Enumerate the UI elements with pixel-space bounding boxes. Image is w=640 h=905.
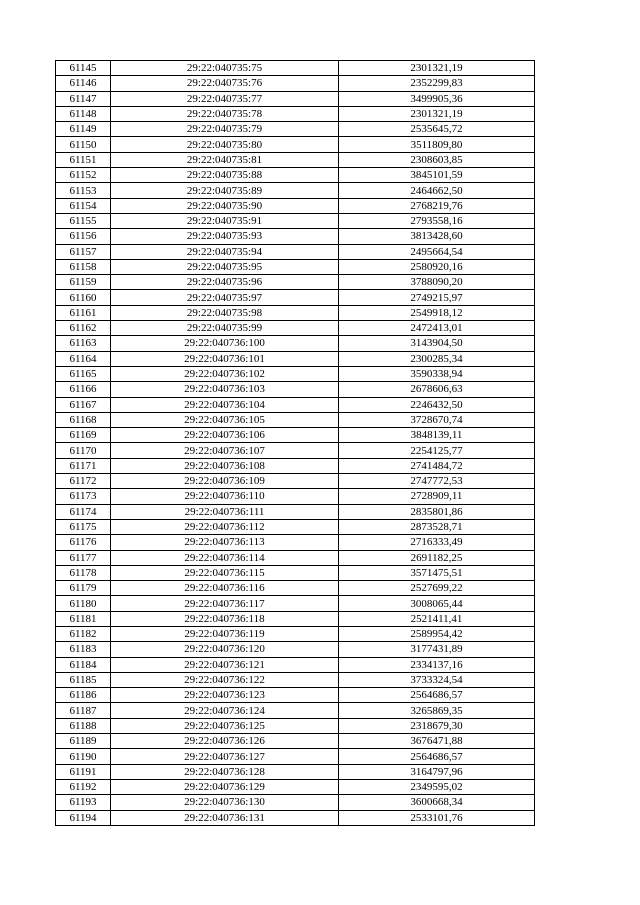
row-number-cell: 61169 [56, 428, 111, 443]
row-number-cell: 61148 [56, 106, 111, 121]
table-row [56, 428, 535, 443]
table-row [56, 137, 535, 152]
cadastral-value-cell: 3499905,36 [339, 91, 535, 106]
row-number-cell: 61184 [56, 657, 111, 672]
cadastral-number-cell: 29:22:040736:125 [111, 718, 339, 733]
cadastral-number-cell: 29:22:040736:113 [111, 535, 339, 550]
table-row [56, 611, 535, 626]
cadastral-number-cell: 29:22:040736:116 [111, 581, 339, 596]
table-row [56, 504, 535, 519]
cadastral-number-cell: 29:22:040736:110 [111, 489, 339, 504]
cadastral-value-cell: 3813428,60 [339, 229, 535, 244]
table-row [56, 229, 535, 244]
cadastral-number-cell: 29:22:040735:75 [111, 61, 339, 76]
row-number-cell: 61159 [56, 275, 111, 290]
table-row [56, 489, 535, 504]
cadastral-number-cell: 29:22:040735:95 [111, 259, 339, 274]
table-row [56, 779, 535, 794]
table-row [56, 244, 535, 259]
row-number-cell: 61152 [56, 168, 111, 183]
cadastral-value-cell: 2793558,16 [339, 213, 535, 228]
cadastral-number-cell: 29:22:040735:78 [111, 106, 339, 121]
table-row [56, 412, 535, 427]
cadastral-value-table [55, 60, 535, 826]
row-number-cell: 61188 [56, 718, 111, 733]
table-row [56, 596, 535, 611]
cadastral-number-cell: 29:22:040736:108 [111, 458, 339, 473]
cadastral-number-cell: 29:22:040735:98 [111, 305, 339, 320]
table-row [56, 106, 535, 121]
table-row [56, 703, 535, 718]
table-row [56, 168, 535, 183]
cadastral-number-cell: 29:22:040736:105 [111, 412, 339, 427]
cadastral-value-cell: 2318679,30 [339, 718, 535, 733]
row-number-cell: 61173 [56, 489, 111, 504]
table-row [56, 321, 535, 336]
row-number-cell: 61181 [56, 611, 111, 626]
cadastral-number-cell: 29:22:040736:101 [111, 351, 339, 366]
cadastral-value-cell: 2334137,16 [339, 657, 535, 672]
cadastral-value-cell: 2472413,01 [339, 321, 535, 336]
table-row [56, 382, 535, 397]
table-row [56, 366, 535, 381]
cadastral-number-cell: 29:22:040735:96 [111, 275, 339, 290]
cadastral-number-cell: 29:22:040736:115 [111, 565, 339, 580]
table-row [56, 688, 535, 703]
table-row [56, 550, 535, 565]
cadastral-number-cell: 29:22:040735:93 [111, 229, 339, 244]
table-row [56, 336, 535, 351]
cadastral-number-cell: 29:22:040736:126 [111, 734, 339, 749]
row-number-cell: 61172 [56, 474, 111, 489]
cadastral-value-cell: 3788090,20 [339, 275, 535, 290]
cadastral-number-cell: 29:22:040736:123 [111, 688, 339, 703]
cadastral-value-cell: 2580920,16 [339, 259, 535, 274]
table-row [56, 76, 535, 91]
table-row [56, 474, 535, 489]
cadastral-number-cell: 29:22:040736:119 [111, 626, 339, 641]
cadastral-number-cell: 29:22:040735:90 [111, 198, 339, 213]
cadastral-number-cell: 29:22:040736:131 [111, 810, 339, 825]
table-row [56, 152, 535, 167]
row-number-cell: 61190 [56, 749, 111, 764]
cadastral-value-cell: 2835801,86 [339, 504, 535, 519]
cadastral-value-cell: 3728670,74 [339, 412, 535, 427]
cadastral-value-cell: 2464662,50 [339, 183, 535, 198]
cadastral-value-cell: 3008065,44 [339, 596, 535, 611]
row-number-cell: 61177 [56, 550, 111, 565]
cadastral-value-cell: 2749215,97 [339, 290, 535, 305]
table-row [56, 734, 535, 749]
row-number-cell: 61192 [56, 779, 111, 794]
cadastral-number-cell: 29:22:040736:130 [111, 795, 339, 810]
table-row [56, 764, 535, 779]
cadastral-number-cell: 29:22:040735:94 [111, 244, 339, 259]
cadastral-value-cell: 3600668,34 [339, 795, 535, 810]
row-number-cell: 61182 [56, 626, 111, 641]
cadastral-value-cell: 2301321,19 [339, 106, 535, 121]
cadastral-value-cell: 2678606,63 [339, 382, 535, 397]
table-row [56, 718, 535, 733]
cadastral-value-cell: 3511809,80 [339, 137, 535, 152]
row-number-cell: 61170 [56, 443, 111, 458]
row-number-cell: 61189 [56, 734, 111, 749]
row-number-cell: 61153 [56, 183, 111, 198]
row-number-cell: 61150 [56, 137, 111, 152]
cadastral-value-cell: 2564686,57 [339, 688, 535, 703]
cadastral-value-cell: 2349595,02 [339, 779, 535, 794]
row-number-cell: 61160 [56, 290, 111, 305]
cadastral-value-cell: 3848139,11 [339, 428, 535, 443]
cadastral-number-cell: 29:22:040736:114 [111, 550, 339, 565]
table-row [56, 657, 535, 672]
table-row [56, 183, 535, 198]
cadastral-number-cell: 29:22:040736:109 [111, 474, 339, 489]
cadastral-number-cell: 29:22:040736:117 [111, 596, 339, 611]
cadastral-value-cell: 3143904,50 [339, 336, 535, 351]
cadastral-value-cell: 2300285,34 [339, 351, 535, 366]
row-number-cell: 61175 [56, 519, 111, 534]
cadastral-number-cell: 29:22:040736:106 [111, 428, 339, 443]
row-number-cell: 61157 [56, 244, 111, 259]
table-row [56, 672, 535, 687]
cadastral-number-cell: 29:22:040736:122 [111, 672, 339, 687]
cadastral-value-cell: 2254125,77 [339, 443, 535, 458]
row-number-cell: 61168 [56, 412, 111, 427]
cadastral-value-cell: 2246432,50 [339, 397, 535, 412]
row-number-cell: 61176 [56, 535, 111, 550]
cadastral-number-cell: 29:22:040735:77 [111, 91, 339, 106]
cadastral-number-cell: 29:22:040735:79 [111, 122, 339, 137]
cadastral-value-cell: 2691182,25 [339, 550, 535, 565]
cadastral-number-cell: 29:22:040735:76 [111, 76, 339, 91]
row-number-cell: 61162 [56, 321, 111, 336]
cadastral-number-cell: 29:22:040735:97 [111, 290, 339, 305]
cadastral-number-cell: 29:22:040735:99 [111, 321, 339, 336]
table-row [56, 198, 535, 213]
table-row [56, 535, 535, 550]
cadastral-number-cell: 29:22:040736:107 [111, 443, 339, 458]
cadastral-number-cell: 29:22:040736:118 [111, 611, 339, 626]
cadastral-number-cell: 29:22:040736:103 [111, 382, 339, 397]
cadastral-number-cell: 29:22:040736:120 [111, 642, 339, 657]
cadastral-number-cell: 29:22:040736:111 [111, 504, 339, 519]
row-number-cell: 61179 [56, 581, 111, 596]
table-row [56, 290, 535, 305]
row-number-cell: 61186 [56, 688, 111, 703]
row-number-cell: 61174 [56, 504, 111, 519]
cadastral-value-cell: 3265869,35 [339, 703, 535, 718]
cadastral-value-cell: 2768219,76 [339, 198, 535, 213]
row-number-cell: 61161 [56, 305, 111, 320]
cadastral-number-cell: 29:22:040736:121 [111, 657, 339, 672]
cadastral-value-cell: 2716333,49 [339, 535, 535, 550]
row-number-cell: 61191 [56, 764, 111, 779]
cadastral-value-cell: 2747772,53 [339, 474, 535, 489]
table-row [56, 91, 535, 106]
row-number-cell: 61155 [56, 213, 111, 228]
row-number-cell: 61156 [56, 229, 111, 244]
table-row [56, 443, 535, 458]
cadastral-value-cell: 2873528,71 [339, 519, 535, 534]
row-number-cell: 61193 [56, 795, 111, 810]
cadastral-value-cell: 2535645,72 [339, 122, 535, 137]
table-row [56, 581, 535, 596]
row-number-cell: 61164 [56, 351, 111, 366]
cadastral-value-cell: 2301321,19 [339, 61, 535, 76]
cadastral-value-cell: 3733324,54 [339, 672, 535, 687]
cadastral-number-cell: 29:22:040735:81 [111, 152, 339, 167]
cadastral-value-cell: 2308603,85 [339, 152, 535, 167]
table-row [56, 642, 535, 657]
cadastral-number-cell: 29:22:040736:104 [111, 397, 339, 412]
cadastral-number-cell: 29:22:040736:128 [111, 764, 339, 779]
row-number-cell: 61149 [56, 122, 111, 137]
cadastral-value-cell: 2533101,76 [339, 810, 535, 825]
cadastral-value-cell: 3590338,94 [339, 366, 535, 381]
row-number-cell: 61147 [56, 91, 111, 106]
row-number-cell: 61146 [56, 76, 111, 91]
table-row [56, 351, 535, 366]
cadastral-value-cell: 3845101,59 [339, 168, 535, 183]
cadastral-value-cell: 2495664,54 [339, 244, 535, 259]
table-row [56, 275, 535, 290]
cadastral-value-cell: 2521411,41 [339, 611, 535, 626]
table-row [56, 259, 535, 274]
cadastral-value-cell: 3177431,89 [339, 642, 535, 657]
table-row [56, 305, 535, 320]
table-row [56, 626, 535, 641]
table-row [56, 458, 535, 473]
row-number-cell: 61163 [56, 336, 111, 351]
row-number-cell: 61167 [56, 397, 111, 412]
row-number-cell: 61151 [56, 152, 111, 167]
row-number-cell: 61145 [56, 61, 111, 76]
row-number-cell: 61158 [56, 259, 111, 274]
cadastral-number-cell: 29:22:040735:88 [111, 168, 339, 183]
cadastral-number-cell: 29:22:040736:129 [111, 779, 339, 794]
cadastral-value-cell: 2728909,11 [339, 489, 535, 504]
row-number-cell: 61154 [56, 198, 111, 213]
cadastral-number-cell: 29:22:040735:80 [111, 137, 339, 152]
cadastral-value-cell: 2549918,12 [339, 305, 535, 320]
row-number-cell: 61183 [56, 642, 111, 657]
cadastral-number-cell: 29:22:040735:91 [111, 213, 339, 228]
table-row [56, 810, 535, 825]
cadastral-value-cell: 3676471,88 [339, 734, 535, 749]
table-row [56, 749, 535, 764]
cadastral-value-cell: 2527699,22 [339, 581, 535, 596]
cadastral-number-cell: 29:22:040736:112 [111, 519, 339, 534]
row-number-cell: 61185 [56, 672, 111, 687]
cadastral-value-cell: 2741484,72 [339, 458, 535, 473]
row-number-cell: 61187 [56, 703, 111, 718]
row-number-cell: 61180 [56, 596, 111, 611]
cadastral-number-cell: 29:22:040735:89 [111, 183, 339, 198]
cadastral-value-cell: 2352299,83 [339, 76, 535, 91]
table-row [56, 519, 535, 534]
cadastral-number-cell: 29:22:040736:124 [111, 703, 339, 718]
cadastral-number-cell: 29:22:040736:102 [111, 366, 339, 381]
row-number-cell: 61178 [56, 565, 111, 580]
table-row [56, 397, 535, 412]
cadastral-value-cell: 2564686,57 [339, 749, 535, 764]
row-number-cell: 61165 [56, 366, 111, 381]
cadastral-number-cell: 29:22:040736:100 [111, 336, 339, 351]
table-body [56, 61, 535, 826]
cadastral-value-cell: 3571475,51 [339, 565, 535, 580]
cadastral-value-cell: 2589954,42 [339, 626, 535, 641]
row-number-cell: 61166 [56, 382, 111, 397]
row-number-cell: 61194 [56, 810, 111, 825]
row-number-cell: 61171 [56, 458, 111, 473]
table-row [56, 122, 535, 137]
cadastral-number-cell: 29:22:040736:127 [111, 749, 339, 764]
table-row [56, 795, 535, 810]
cadastral-value-cell: 3164797,96 [339, 764, 535, 779]
table-row [56, 61, 535, 76]
table-row [56, 213, 535, 228]
table-row [56, 565, 535, 580]
